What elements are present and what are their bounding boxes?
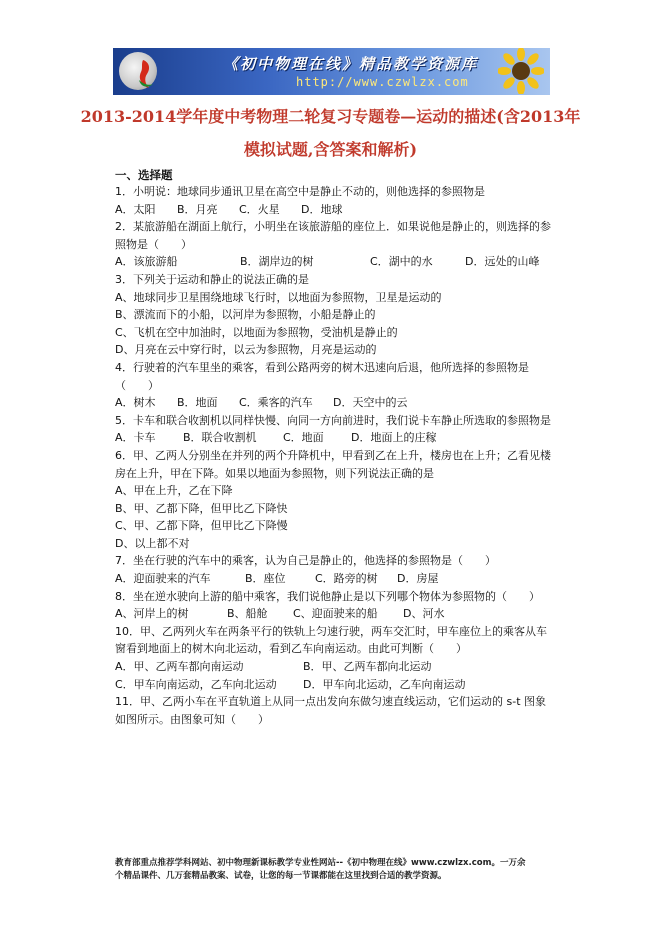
answer-option: D．甲车向北运动，乙车向南运动: [303, 677, 466, 691]
answer-option: A．迎面驶来的汽车: [115, 572, 211, 586]
banner-url[interactable]: http://www.czwlzx.com: [296, 75, 469, 89]
question-list: [115, 183, 555, 728]
question-line: 窗看到地面上的树木向北运动，看到乙车向南运动。由此可判断（ ）: [115, 642, 467, 656]
document-title-line-1: 2013-2014学年度中考物理二轮复习专题卷—运动的描述(含2013年: [80, 107, 581, 126]
question-line: 5．卡车和联合收割机以同样快慢、向同一方向前进时，我们说卡车静止所选取的参照物是: [115, 413, 551, 427]
options-row: [115, 429, 555, 447]
question-line: 房在上升，甲在下降。如果以地面为参照物，则下列说法正确的是: [115, 466, 434, 480]
answer-option: C．路旁的树: [315, 572, 378, 586]
question-line: C、飞机在空中加油时，以地面为参照物，受油机是静止的: [115, 325, 398, 339]
footer-line-1: 教育部重点推荐学科网站、初中物理新课标教学专业性网站--《初中物理在线》www.czwlzx.com。一万余: [115, 858, 526, 868]
question-line: 11．甲、乙两小车在平直轨道上从同一点出发向东做匀速直线运动，它们运动的 s-t 图象: [115, 695, 547, 709]
answer-option: C．甲车向南运动，乙车向北运动: [115, 677, 277, 691]
answer-option: A．甲、乙两车都向南运动: [115, 660, 244, 674]
options-row: [115, 253, 555, 271]
question-line: D、月亮在云中穿行时，以云为参照物，月亮是运动的: [115, 343, 377, 357]
question-line: 4．行驶着的汽车里坐的乘客，看到公路两旁的树木迅速向后退，他所选择的参照物是: [115, 360, 529, 374]
question-line: 1．小明说：地球同步通讯卫星在高空中是静止不动的，则他选择的参照物是: [115, 185, 485, 198]
answer-option: D、河水: [403, 607, 445, 621]
section-heading: 一、选择题: [115, 168, 173, 182]
answer-option: D．房屋: [397, 572, 439, 586]
answer-option: B、船舱: [227, 607, 268, 621]
answer-option: A．该旅游船: [115, 255, 178, 269]
question-line: C、甲、乙都下降，但甲比乙下降慢: [115, 519, 288, 533]
question-line: 7．坐在行驶的汽车中的乘客，认为自己是静止的，他选择的参照物是（ ）: [115, 554, 496, 568]
answer-option: B．地面: [177, 396, 218, 410]
answer-option: C、迎面驶来的船: [293, 607, 378, 621]
footer-line-2: 个精品课件、几万套精品教案、试卷，让您的每一节课都能在这里找到合适的教学资源。: [115, 871, 447, 881]
question-line: 2．某旅游船在湖面上航行，小明坐在该旅游船的座位上．如果说他是静止的，则选择的参: [115, 220, 551, 234]
answer-option: C．乘客的汽车: [239, 396, 313, 410]
question-line: 8．坐在逆水驶向上游的船中乘客，我们说他静止是以下列哪个物体为参照物的（ ）: [115, 589, 540, 603]
options-row: [115, 605, 555, 623]
footer: [115, 857, 555, 883]
document-title-line-2: 模拟试题,含答案和解析): [243, 140, 418, 159]
answer-option: D．地球: [301, 202, 343, 216]
answer-option: D．天空中的云: [333, 396, 408, 410]
answer-option: D．地面上的庄稼: [351, 431, 437, 445]
question-line: 3．下列关于运动和静止的说法正确的是: [115, 272, 309, 286]
question-line: D、以上都不对: [115, 536, 190, 550]
logo-icon: [119, 52, 157, 90]
answer-option: B．月亮: [177, 202, 218, 216]
answer-option: A．树木: [115, 396, 156, 410]
answer-option: D．远处的山峰: [465, 255, 540, 269]
answer-option: C．火星: [239, 202, 280, 216]
sunflower-icon: [498, 48, 544, 94]
question-line: 6．甲、乙两人分别坐在并列的两个升降机中，甲看到乙在上升，楼房也在上升；乙看见楼: [115, 448, 551, 462]
question-line: B、漂流而下的小船，以河岸为参照物，小船是静止的: [115, 308, 376, 322]
question-line: 10．甲、乙两列火车在两条平行的铁轨上匀速行驶，两车交汇时，甲车座位上的乘客从车: [115, 624, 547, 638]
answer-option: B．联合收割机: [183, 431, 257, 445]
answer-option: A．卡车: [115, 431, 156, 445]
question-line: （ ）: [115, 378, 159, 392]
options-row: [115, 394, 555, 412]
options-row: [115, 201, 555, 219]
options-row: [115, 658, 555, 676]
question-line: A、甲在上升，乙在下降: [115, 484, 233, 498]
question-line: 照物是（ ）: [115, 237, 192, 251]
answer-option: A．太阳: [115, 202, 156, 216]
answer-option: B．湖岸边的树: [240, 255, 314, 269]
question-line: 如图所示。由图象可知（ ）: [115, 712, 269, 726]
options-row: [115, 570, 555, 588]
answer-option: B．甲、乙两车都向北运动: [303, 660, 432, 674]
answer-option: A、河岸上的树: [115, 607, 189, 621]
answer-option: C．湖中的水: [370, 255, 433, 269]
question-line: A、地球同步卫星围绕地球飞行时，以地面为参照物，卫星是运动的: [115, 290, 442, 304]
options-row: [115, 676, 555, 694]
answer-option: B．座位: [245, 572, 286, 586]
question-line: B、甲、乙都下降，但甲比乙下降快: [115, 501, 288, 515]
header-banner: [113, 48, 550, 95]
answer-option: C．地面: [283, 431, 324, 445]
banner-title: 《初中物理在线》精品教学资源库: [223, 55, 479, 73]
